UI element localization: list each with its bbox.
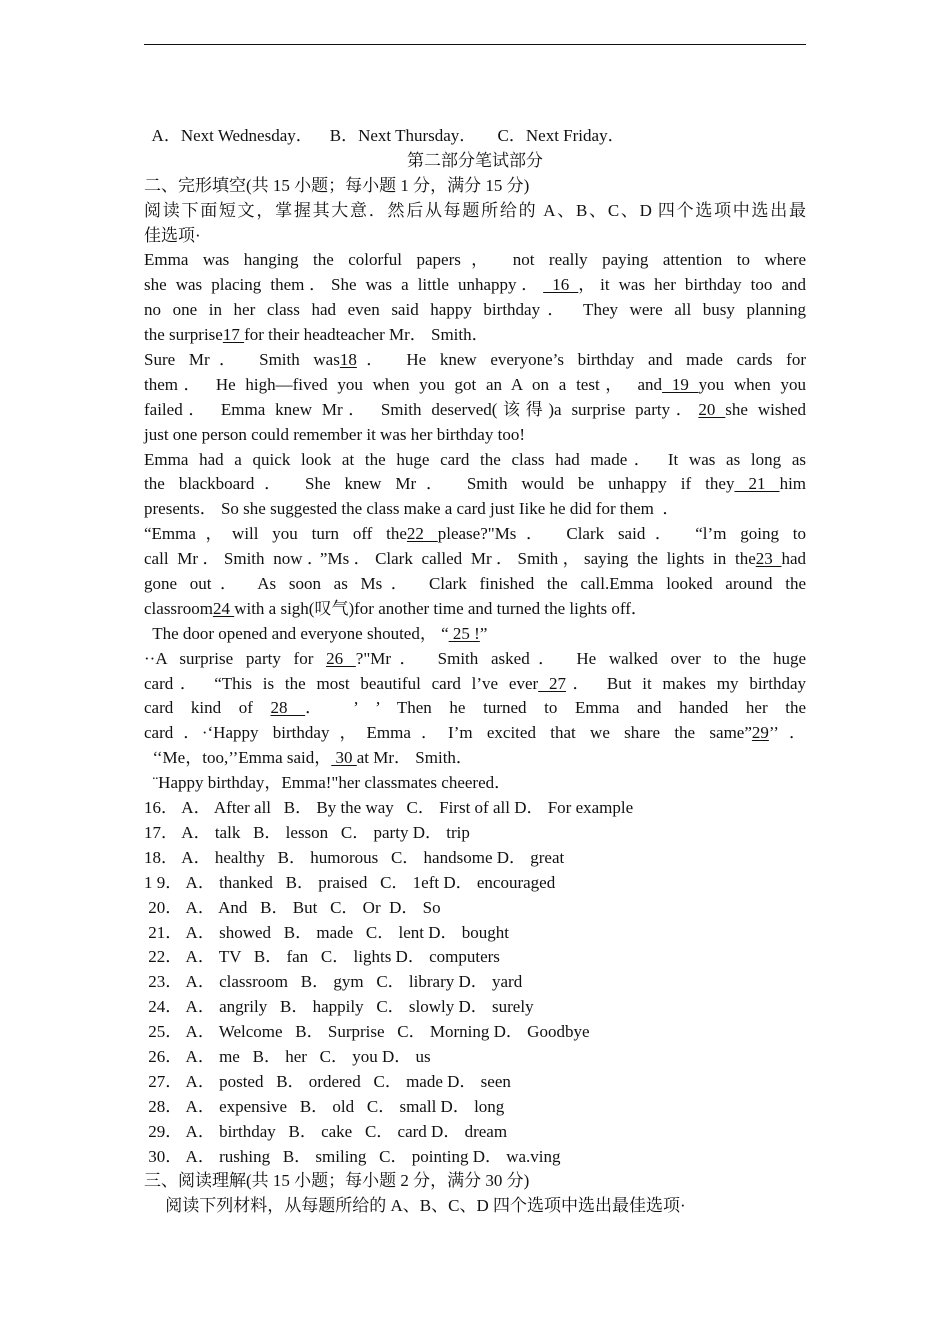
- blank-23: 23: [755, 549, 782, 569]
- passage-line: she was placing them．She was a little unhappy． 16 ，it was her birthday too and: [144, 275, 807, 295]
- question-19: 1 9． A． thanked B． praised C． 1eft D． encouraged: [144, 872, 556, 892]
- section3-heading: 三、阅读理解(共 15 小题；每小题 2 分，满分 30 分): [144, 1171, 530, 1191]
- blank-27: 27: [538, 673, 566, 693]
- passage-line: classroom24 with a sigh(叹气)for another time and turned the lights off．: [144, 598, 648, 618]
- question-18: 18． A． healthy B． humorous C． handsome D． great: [144, 847, 565, 867]
- blank-20: 20: [698, 399, 726, 419]
- question-16: 16． A． After all B． By the way C． First of all D． For example: [144, 798, 634, 818]
- passage-line: Emma had a quick look at the huge card the class had made． It was as long as: [144, 449, 806, 469]
- passage-line: presents． So she suggested the class make a card just Iike he did for them ．: [144, 499, 680, 519]
- document-body: [144, 124, 806, 1219]
- section3-instruction: 阅读下列材料，从每题所给的 A、B、C、D 四个选项中选出最佳选项·: [144, 1196, 686, 1216]
- question-26: 26． A． me B． her C． you D． us: [144, 1046, 431, 1066]
- section2-instruction: 阅读下面短文，掌握其大意．然后从每题所给的 A、B、C、D 四个选项中选出最: [144, 200, 806, 220]
- passage-line: the blackboard． She knew Mr． Smith would be unhappy if they 21 him: [144, 474, 807, 494]
- question-21: 21． A． showed B． made C． lent D． bought: [144, 922, 510, 942]
- part-title: 第二部分笔试部分: [407, 150, 543, 170]
- passage-line: ‘‘Me，too,’’Emma said， 30 at Mr． Smith．: [144, 748, 473, 768]
- blank-29: 29: [751, 723, 769, 743]
- question-27: 27． A． posted B． ordered C． made D． seen: [144, 1071, 511, 1091]
- passage-line: the surprise17 for their headteacher Mr． Smith．: [144, 325, 489, 345]
- question-24: 24． A． angrily B． happily C． slowly D． surely: [144, 997, 534, 1017]
- section2-instruction-cont: 佳选项·: [144, 225, 201, 245]
- question-28: 28． A． expensive B． old C． small D． long: [144, 1096, 505, 1116]
- question-20: 20． A． And B． But C． Or D． So: [144, 897, 441, 917]
- passage-line: no one in her class had even said happy birthday． They were all busy planning: [144, 300, 806, 320]
- blank-24: 24: [212, 598, 235, 618]
- blank-26: 26: [326, 648, 356, 668]
- question-17: 17． A． talk B． lesson C． party D． trip: [144, 822, 470, 842]
- question-23: 23． A． classroom B． gym C． library D． yard: [144, 972, 523, 992]
- passage-line: ¨Happy birthday，Emma!"her classmates cheered．: [144, 773, 512, 793]
- previous-options: A．Next Wednesday． B．Next Thursday． C．Next Friday．: [144, 126, 625, 145]
- blank-17: 17: [222, 325, 245, 345]
- passage-line: card kind of 28 ． ’ ’ Then he turned to Emma and handed her the: [144, 698, 806, 718]
- question-30: 30． A． rushing B． smiling C． pointing D． wa.ving: [144, 1146, 561, 1166]
- section2-heading: 二、完形填空(共 15 小题；每小题 1 分，满分 15 分): [144, 175, 530, 195]
- blank-16: 16: [543, 275, 579, 295]
- blank-30: 30: [331, 748, 357, 768]
- question-25: 25． A． Welcome B． Surprise C． Morning D． Goodbye: [144, 1022, 590, 1042]
- passage-line: Sure Mr． Smith was18． He knew everyone’s birthday and made cards for: [144, 350, 807, 370]
- passage-line: just one person could remember it was her birthday too!: [144, 424, 525, 444]
- passage-line: “Emma，will you turn off the22 please?"Ms． Clark said． “l’m going to: [144, 524, 806, 544]
- passage-line: The door opened and everyone shouted， “ 25 !”: [144, 623, 488, 643]
- passage-line: ··A surprise party for 26 ?"Mr． Smith asked． He walked over to the huge: [144, 648, 807, 668]
- blank-22: 22: [406, 524, 438, 544]
- passage-line: them． He high—fived you when you got an A on a test， and 19 you when you: [144, 374, 806, 394]
- blank-21: 21: [734, 474, 780, 494]
- blank-25: 25 !: [448, 623, 480, 643]
- blank-18: 18: [339, 350, 357, 370]
- passage-line: Emma was hanging the colorful papers， not really paying attention to where: [144, 250, 806, 270]
- header-rule: [144, 44, 806, 45]
- passage-line: failed． Emma knew Mr． Smith deserved(该得)a surprise party．20 she wished: [144, 399, 806, 419]
- passage-line: call Mr．Smith now．”Ms．Clark called Mr．Smith，saying the lights in the23 had: [144, 549, 806, 569]
- passage-line: gone out． As soon as Ms． Clark finished the call.Emma looked around the: [144, 574, 806, 594]
- blank-28: 28: [270, 698, 306, 718]
- blank-19: 19: [662, 374, 699, 394]
- question-29: 29． A． birthday B． cake C． card D． dream: [144, 1121, 508, 1141]
- passage-line: card． “This is the most beautiful card l’ve ever 27． But it makes my birthday: [144, 673, 806, 693]
- question-22: 22． A． TV B． fan C． lights D． computers: [144, 947, 500, 967]
- passage-line: card．·‘Happy birthday，Emma．I’m excited that we share the same”29’’．: [144, 723, 807, 743]
